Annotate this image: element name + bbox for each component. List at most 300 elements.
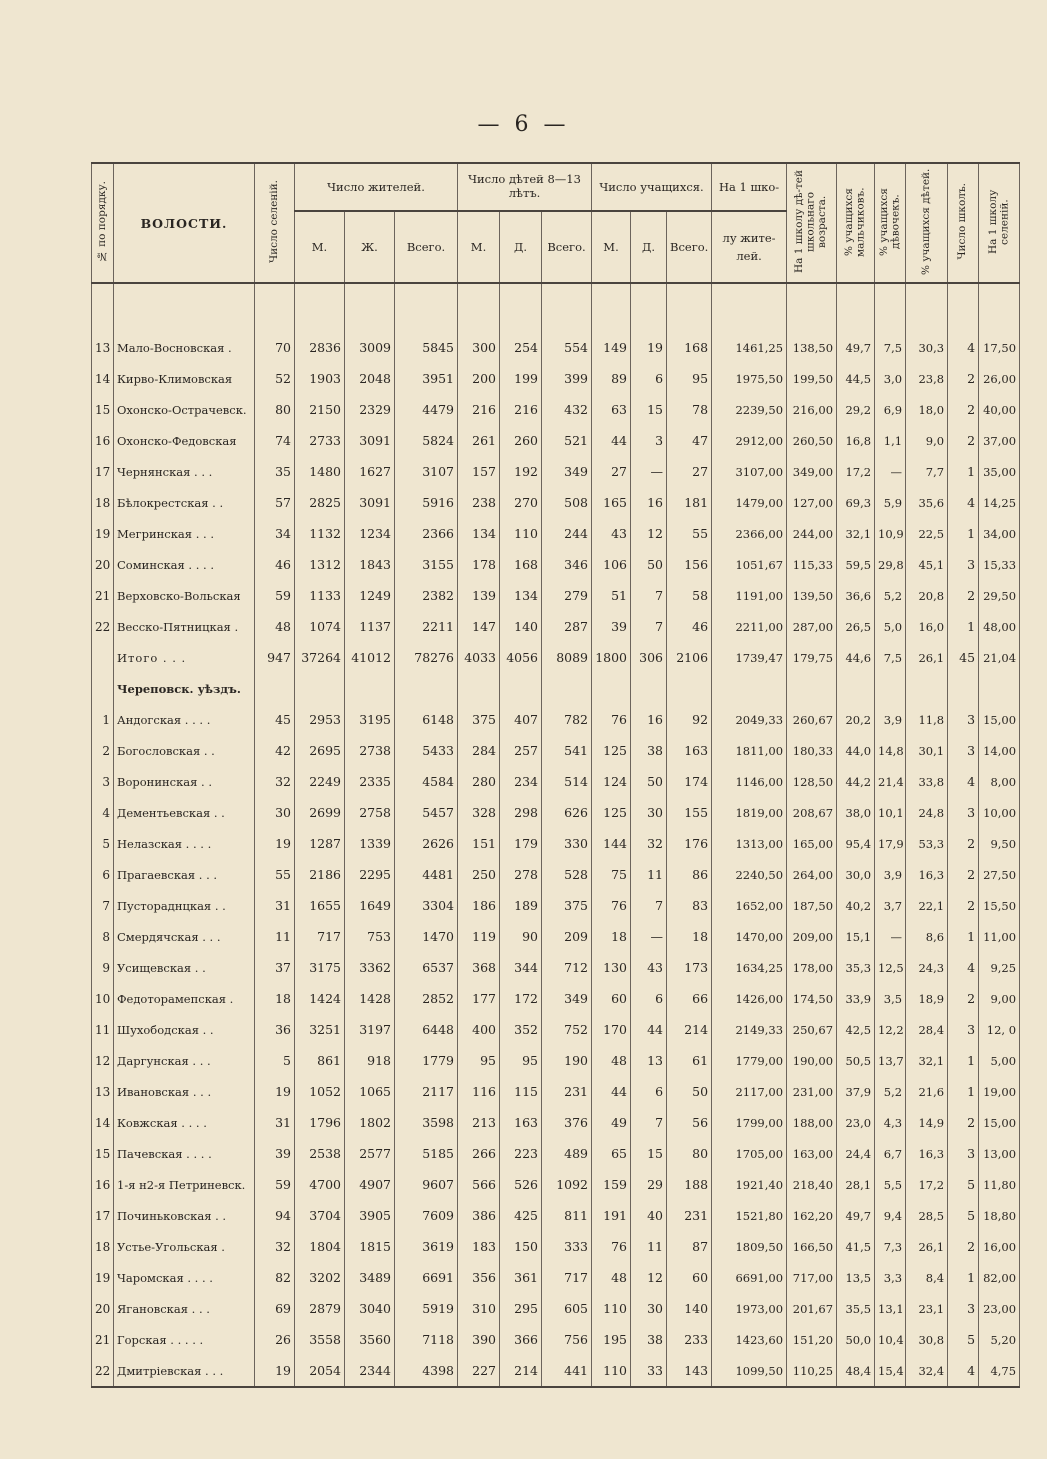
table-cell: 811 bbox=[542, 1200, 592, 1231]
header-children-m: М. bbox=[458, 211, 500, 283]
row-index: 10 bbox=[92, 983, 114, 1014]
table-cell: 147 bbox=[458, 611, 500, 642]
table-cell: 163 bbox=[500, 1107, 542, 1138]
table-cell: 16,3 bbox=[906, 1138, 948, 1169]
table-cell: 368 bbox=[458, 952, 500, 983]
table-cell: 1137 bbox=[345, 611, 395, 642]
table-cell: 5,2 bbox=[875, 1076, 906, 1107]
table-row bbox=[92, 1014, 1020, 1045]
table-cell: 181 bbox=[667, 487, 712, 518]
table-cell: 32 bbox=[255, 1231, 295, 1262]
table-cell: 47 bbox=[667, 425, 712, 456]
table-cell: 1423,60 bbox=[712, 1324, 787, 1355]
table-cell: 2054 bbox=[295, 1355, 345, 1387]
table-cell: 1802 bbox=[345, 1107, 395, 1138]
table-cell: 278 bbox=[500, 859, 542, 890]
table-cell: 144 bbox=[592, 828, 631, 859]
table-row bbox=[92, 1076, 1020, 1107]
row-index: 18 bbox=[92, 1231, 114, 1262]
table-cell: 3 bbox=[948, 549, 979, 580]
table-cell: 6 bbox=[631, 983, 667, 1014]
table-cell: 30 bbox=[631, 1293, 667, 1324]
table-cell: 554 bbox=[542, 332, 592, 363]
table-cell: 45 bbox=[948, 642, 979, 673]
table-row bbox=[92, 611, 1020, 642]
header-pct-boys: % учащихся мальчиковъ. bbox=[837, 163, 875, 283]
table-cell: 200 bbox=[458, 363, 500, 394]
table-row bbox=[92, 332, 1020, 363]
row-index: 19 bbox=[92, 1262, 114, 1293]
table-cell: 3,3 bbox=[875, 1262, 906, 1293]
table-cell: 20,8 bbox=[906, 580, 948, 611]
table-cell: 49,7 bbox=[837, 332, 875, 363]
table-cell: 400 bbox=[458, 1014, 500, 1045]
table-cell: 26,5 bbox=[837, 611, 875, 642]
table-cell: 74 bbox=[255, 425, 295, 456]
table-cell: 349,00 bbox=[787, 456, 837, 487]
table-cell: 352 bbox=[500, 1014, 542, 1045]
table-cell: 349 bbox=[542, 983, 592, 1014]
table-cell: 89 bbox=[592, 363, 631, 394]
table-cell: 605 bbox=[542, 1293, 592, 1324]
table-cell: 32,1 bbox=[906, 1045, 948, 1076]
table-cell: 1975,50 bbox=[712, 363, 787, 394]
row-index: 16 bbox=[92, 1169, 114, 1200]
table-cell: 134 bbox=[458, 518, 500, 549]
header-pct-girls: % учащихся дѣвочекъ. bbox=[875, 163, 906, 283]
table-cell: — bbox=[875, 456, 906, 487]
row-index: 3 bbox=[92, 766, 114, 797]
table-row bbox=[92, 704, 1020, 735]
table-cell: 216,00 bbox=[787, 394, 837, 425]
table-cell: 48,4 bbox=[837, 1355, 875, 1387]
table-cell: 13 bbox=[631, 1045, 667, 1076]
table-cell: 213 bbox=[458, 1107, 500, 1138]
table-cell: — bbox=[631, 921, 667, 952]
total-row bbox=[92, 642, 1020, 673]
table-cell: 32 bbox=[631, 828, 667, 859]
table-row bbox=[92, 797, 1020, 828]
table-cell: 178 bbox=[458, 549, 500, 580]
table-cell: 3905 bbox=[345, 1200, 395, 1231]
table-cell: 5 bbox=[948, 1169, 979, 1200]
table-cell: 34 bbox=[255, 518, 295, 549]
section-title: Череповск. уѣздъ. bbox=[114, 673, 255, 704]
table-cell: 95,4 bbox=[837, 828, 875, 859]
table-cell: 15,50 bbox=[979, 890, 1020, 921]
table-cell: 35,6 bbox=[906, 487, 948, 518]
table-cell: 5,20 bbox=[979, 1324, 1020, 1355]
table-cell: 130 bbox=[592, 952, 631, 983]
table-cell: 2211 bbox=[395, 611, 458, 642]
table-cell: 17,2 bbox=[906, 1169, 948, 1200]
table-cell: 3,0 bbox=[875, 363, 906, 394]
table-cell: 140 bbox=[667, 1293, 712, 1324]
row-index: 6 bbox=[92, 859, 114, 890]
table-cell: 15,00 bbox=[979, 704, 1020, 735]
table-cell: 183 bbox=[458, 1231, 500, 1262]
table-cell: 280 bbox=[458, 766, 500, 797]
table-cell: 155 bbox=[667, 797, 712, 828]
table-cell: 163,00 bbox=[787, 1138, 837, 1169]
table-cell: 5919 bbox=[395, 1293, 458, 1324]
table-cell: 17,9 bbox=[875, 828, 906, 859]
table-cell: 27 bbox=[592, 456, 631, 487]
table-cell: 1 bbox=[948, 456, 979, 487]
table-cell: 36,6 bbox=[837, 580, 875, 611]
table-cell: 5,2 bbox=[875, 580, 906, 611]
table-cell: 66 bbox=[667, 983, 712, 1014]
table-cell: 42 bbox=[255, 735, 295, 766]
header-residents-m: М. bbox=[295, 211, 345, 283]
table-cell: 40,2 bbox=[837, 890, 875, 921]
table-cell: 11,8 bbox=[906, 704, 948, 735]
table-cell: 209 bbox=[542, 921, 592, 952]
table-cell: 298 bbox=[500, 797, 542, 828]
table-cell: 30 bbox=[631, 797, 667, 828]
table-cell: 168 bbox=[500, 549, 542, 580]
table-cell: 6,9 bbox=[875, 394, 906, 425]
header-residents-zh: Ж. bbox=[345, 211, 395, 283]
table-cell: 38 bbox=[631, 735, 667, 766]
table-cell: 541 bbox=[542, 735, 592, 766]
table-cell: 4033 bbox=[458, 642, 500, 673]
table-cell: 366 bbox=[500, 1324, 542, 1355]
table-cell: 6 bbox=[631, 363, 667, 394]
table-cell: 3175 bbox=[295, 952, 345, 983]
table-cell: 45,1 bbox=[906, 549, 948, 580]
table-cell: 26,1 bbox=[906, 1231, 948, 1262]
header-per-school-residents-top: На 1 шко- bbox=[712, 163, 787, 211]
table-cell: 5824 bbox=[395, 425, 458, 456]
table-cell: 356 bbox=[458, 1262, 500, 1293]
table-cell: 19,00 bbox=[979, 1076, 1020, 1107]
table-cell: 2758 bbox=[345, 797, 395, 828]
table-row bbox=[92, 394, 1020, 425]
volost-name: Весско-Пятницкая . bbox=[114, 611, 255, 642]
table-cell: 50 bbox=[667, 1076, 712, 1107]
table-cell: 270 bbox=[500, 487, 542, 518]
volost-name: Даргунская . . . bbox=[114, 1045, 255, 1076]
table-cell: 2577 bbox=[345, 1138, 395, 1169]
table-cell: 1339 bbox=[345, 828, 395, 859]
table-cell: 44,5 bbox=[837, 363, 875, 394]
table-cell: 119 bbox=[458, 921, 500, 952]
table-cell: 30 bbox=[255, 797, 295, 828]
table-cell: 29,8 bbox=[875, 549, 906, 580]
row-index: 16 bbox=[92, 425, 114, 456]
table-cell: 52 bbox=[255, 363, 295, 394]
table-cell: 4584 bbox=[395, 766, 458, 797]
table-cell: 254 bbox=[500, 332, 542, 363]
table-cell: 16,0 bbox=[906, 611, 948, 642]
table-cell: 19 bbox=[255, 1355, 295, 1387]
table-cell: 3251 bbox=[295, 1014, 345, 1045]
table-cell: 94 bbox=[255, 1200, 295, 1231]
table-cell: 11 bbox=[631, 859, 667, 890]
table-cell: 2825 bbox=[295, 487, 345, 518]
table-cell: 287,00 bbox=[787, 611, 837, 642]
table-cell: 4479 bbox=[395, 394, 458, 425]
table-cell: 4,3 bbox=[875, 1107, 906, 1138]
table-cell: 2836 bbox=[295, 332, 345, 363]
table-cell: 4056 bbox=[500, 642, 542, 673]
table-cell: 3091 bbox=[345, 487, 395, 518]
table-cell: 2 bbox=[948, 363, 979, 394]
table-cell: 1428 bbox=[345, 983, 395, 1014]
table-cell: 18,9 bbox=[906, 983, 948, 1014]
row-index: 12 bbox=[92, 1045, 114, 1076]
table-cell: 3202 bbox=[295, 1262, 345, 1293]
table-header bbox=[92, 163, 1020, 283]
table-cell: 257 bbox=[500, 735, 542, 766]
table-cell: 244 bbox=[542, 518, 592, 549]
table-cell: 29 bbox=[631, 1169, 667, 1200]
table-cell: 626 bbox=[542, 797, 592, 828]
table-cell: 16,3 bbox=[906, 859, 948, 890]
table-cell: 150 bbox=[500, 1231, 542, 1262]
table-cell: 174 bbox=[667, 766, 712, 797]
table-cell: 5,5 bbox=[875, 1169, 906, 1200]
table-cell: 50,0 bbox=[837, 1324, 875, 1355]
table-cell: 7,3 bbox=[875, 1231, 906, 1262]
header-pupils-m: М. bbox=[592, 211, 631, 283]
table-cell: 528 bbox=[542, 859, 592, 890]
table-cell: 2 bbox=[948, 1231, 979, 1262]
table-cell: 110,25 bbox=[787, 1355, 837, 1387]
table-cell: 12 bbox=[631, 1262, 667, 1293]
table-cell: 172 bbox=[500, 983, 542, 1014]
table-cell: 4 bbox=[948, 487, 979, 518]
statistics-table bbox=[91, 162, 1020, 1388]
table-cell: 10,00 bbox=[979, 797, 1020, 828]
table-cell: 861 bbox=[295, 1045, 345, 1076]
table-cell: 55 bbox=[667, 518, 712, 549]
table-cell: 1799,00 bbox=[712, 1107, 787, 1138]
table-cell: 128,50 bbox=[787, 766, 837, 797]
table-cell: 26,1 bbox=[906, 642, 948, 673]
table-cell: 7,7 bbox=[906, 456, 948, 487]
volost-name: Устье-Угольская . bbox=[114, 1231, 255, 1262]
table-cell: 29,50 bbox=[979, 580, 1020, 611]
table-cell: 227 bbox=[458, 1355, 500, 1387]
table-cell: 2382 bbox=[395, 580, 458, 611]
table-cell: 3 bbox=[948, 797, 979, 828]
table-cell: 27,50 bbox=[979, 859, 1020, 890]
table-cell: 35,3 bbox=[837, 952, 875, 983]
table-cell: 30,8 bbox=[906, 1324, 948, 1355]
header-children-total: Всего. bbox=[542, 211, 592, 283]
table-cell: 4398 bbox=[395, 1355, 458, 1387]
table-cell: 63 bbox=[592, 394, 631, 425]
row-index: 8 bbox=[92, 921, 114, 952]
table-cell: 3195 bbox=[345, 704, 395, 735]
table-row bbox=[92, 1138, 1020, 1169]
page-number: — 6 — bbox=[477, 112, 570, 137]
table-cell: 46 bbox=[255, 549, 295, 580]
table-cell: 2117 bbox=[395, 1076, 458, 1107]
table-cell: 48,00 bbox=[979, 611, 1020, 642]
table-cell: 18,80 bbox=[979, 1200, 1020, 1231]
table-cell: 5 bbox=[255, 1045, 295, 1076]
table-cell: 12 bbox=[631, 518, 667, 549]
table-cell: 179,75 bbox=[787, 642, 837, 673]
volost-name: Прагаевская . . . bbox=[114, 859, 255, 890]
table-cell: 376 bbox=[542, 1107, 592, 1138]
table-cell: 310 bbox=[458, 1293, 500, 1324]
table-cell: 44,0 bbox=[837, 735, 875, 766]
table-cell: 2912,00 bbox=[712, 425, 787, 456]
table-cell: 3560 bbox=[345, 1324, 395, 1355]
volost-name: Охонско-Федовская bbox=[114, 425, 255, 456]
volost-name: Починьковская . . bbox=[114, 1200, 255, 1231]
table-cell: 15 bbox=[631, 394, 667, 425]
table-cell: 753 bbox=[345, 921, 395, 952]
table-cell: 1099,50 bbox=[712, 1355, 787, 1387]
table-cell: 17,2 bbox=[837, 456, 875, 487]
table-cell: 195 bbox=[592, 1324, 631, 1355]
table-cell: 11 bbox=[631, 1231, 667, 1262]
table-cell: 209,00 bbox=[787, 921, 837, 952]
table-cell: 432 bbox=[542, 394, 592, 425]
table-cell: 6691,00 bbox=[712, 1262, 787, 1293]
table-cell: 3155 bbox=[395, 549, 458, 580]
table-cell: 2 bbox=[948, 890, 979, 921]
table-cell: 59,5 bbox=[837, 549, 875, 580]
table-cell: 328 bbox=[458, 797, 500, 828]
table-cell: 2048 bbox=[345, 363, 395, 394]
row-index: 20 bbox=[92, 549, 114, 580]
table-cell: 4481 bbox=[395, 859, 458, 890]
table-cell: 1815 bbox=[345, 1231, 395, 1262]
table-cell: 2049,33 bbox=[712, 704, 787, 735]
table-cell: 188 bbox=[667, 1169, 712, 1200]
table-cell: 178,00 bbox=[787, 952, 837, 983]
table-cell: 40 bbox=[631, 1200, 667, 1231]
table-cell: 14,25 bbox=[979, 487, 1020, 518]
table-cell: 43 bbox=[631, 952, 667, 983]
table-cell: 139,50 bbox=[787, 580, 837, 611]
table-cell: 76 bbox=[592, 1231, 631, 1262]
header-pupils-total: Всего. bbox=[667, 211, 712, 283]
table-cell: 3362 bbox=[345, 952, 395, 983]
row-index: 21 bbox=[92, 580, 114, 611]
table-cell: 45 bbox=[255, 704, 295, 735]
table-cell: 1739,47 bbox=[712, 642, 787, 673]
header-children-d: Д. bbox=[500, 211, 542, 283]
table-cell: 1 bbox=[948, 518, 979, 549]
table-cell: 1051,67 bbox=[712, 549, 787, 580]
table-row bbox=[92, 952, 1020, 983]
row-index: 17 bbox=[92, 456, 114, 487]
table-cell: 717,00 bbox=[787, 1262, 837, 1293]
table-cell: 190 bbox=[542, 1045, 592, 1076]
table-cell: 16 bbox=[631, 487, 667, 518]
table-cell: 69 bbox=[255, 1293, 295, 1324]
table-cell: 218,40 bbox=[787, 1169, 837, 1200]
header-children: Число дѣтей 8—13 лѣтъ. bbox=[458, 163, 592, 211]
table-cell: 2538 bbox=[295, 1138, 345, 1169]
table-cell: 3598 bbox=[395, 1107, 458, 1138]
table-cell: 8,4 bbox=[906, 1262, 948, 1293]
table-cell: 35,5 bbox=[837, 1293, 875, 1324]
row-index bbox=[92, 642, 114, 673]
table-row bbox=[92, 1355, 1020, 1387]
table-cell: 13,7 bbox=[875, 1045, 906, 1076]
header-residents-total: Всего. bbox=[395, 211, 458, 283]
table-cell: 3107 bbox=[395, 456, 458, 487]
table-row bbox=[92, 1324, 1020, 1355]
volost-name: Чернянская . . . bbox=[114, 456, 255, 487]
table-cell: 5 bbox=[948, 1324, 979, 1355]
table-cell: 59 bbox=[255, 1169, 295, 1200]
table-cell: 3619 bbox=[395, 1231, 458, 1262]
table-row bbox=[92, 425, 1020, 456]
row-index: 19 bbox=[92, 518, 114, 549]
section-row bbox=[92, 673, 1020, 704]
table-cell: 176 bbox=[667, 828, 712, 859]
table-cell: 425 bbox=[500, 1200, 542, 1231]
table-cell: 1521,80 bbox=[712, 1200, 787, 1231]
table-cell: 41012 bbox=[345, 642, 395, 673]
table-cell: 37,00 bbox=[979, 425, 1020, 456]
table-cell: 49,7 bbox=[837, 1200, 875, 1231]
volost-name: Богословская . . bbox=[114, 735, 255, 766]
table-cell: 4 bbox=[948, 766, 979, 797]
table-cell: 37,9 bbox=[837, 1076, 875, 1107]
table-cell: 5 bbox=[948, 1200, 979, 1231]
table-cell: 50,5 bbox=[837, 1045, 875, 1076]
table-cell: 12, 0 bbox=[979, 1014, 1020, 1045]
table-cell: 1426,00 bbox=[712, 983, 787, 1014]
table-cell: 214 bbox=[667, 1014, 712, 1045]
table-cell: 3 bbox=[948, 1293, 979, 1324]
table-cell: 15 bbox=[631, 1138, 667, 1169]
table-cell: 23,0 bbox=[837, 1107, 875, 1138]
table-cell: 231 bbox=[542, 1076, 592, 1107]
table-cell: 7,5 bbox=[875, 642, 906, 673]
spacer-row bbox=[92, 283, 1020, 332]
table-cell: 1480 bbox=[295, 456, 345, 487]
table-cell: 2879 bbox=[295, 1293, 345, 1324]
table-cell: 31 bbox=[255, 1107, 295, 1138]
table-cell: 521 bbox=[542, 425, 592, 456]
table-cell: 189 bbox=[500, 890, 542, 921]
table-cell: 8,6 bbox=[906, 921, 948, 952]
table-cell: 1800 bbox=[592, 642, 631, 673]
table-cell: 106 bbox=[592, 549, 631, 580]
table-cell: 58 bbox=[667, 580, 712, 611]
row-index: 13 bbox=[92, 1076, 114, 1107]
table-cell: 166,50 bbox=[787, 1231, 837, 1262]
table-cell: 125 bbox=[592, 797, 631, 828]
table-cell: 56 bbox=[667, 1107, 712, 1138]
table-cell: 375 bbox=[458, 704, 500, 735]
table-cell: 2852 bbox=[395, 983, 458, 1014]
table-cell: 752 bbox=[542, 1014, 592, 1045]
table-cell: 947 bbox=[255, 642, 295, 673]
table-cell: 199,50 bbox=[787, 363, 837, 394]
table-cell: 756 bbox=[542, 1324, 592, 1355]
table-cell: 295 bbox=[500, 1293, 542, 1324]
table-cell: 1903 bbox=[295, 363, 345, 394]
volost-name: Воронинская . . bbox=[114, 766, 255, 797]
table-row bbox=[92, 890, 1020, 921]
table-cell: 9,50 bbox=[979, 828, 1020, 859]
table-cell: 28,1 bbox=[837, 1169, 875, 1200]
volost-name: Пустораднцкая . . bbox=[114, 890, 255, 921]
table-cell: 233 bbox=[667, 1324, 712, 1355]
